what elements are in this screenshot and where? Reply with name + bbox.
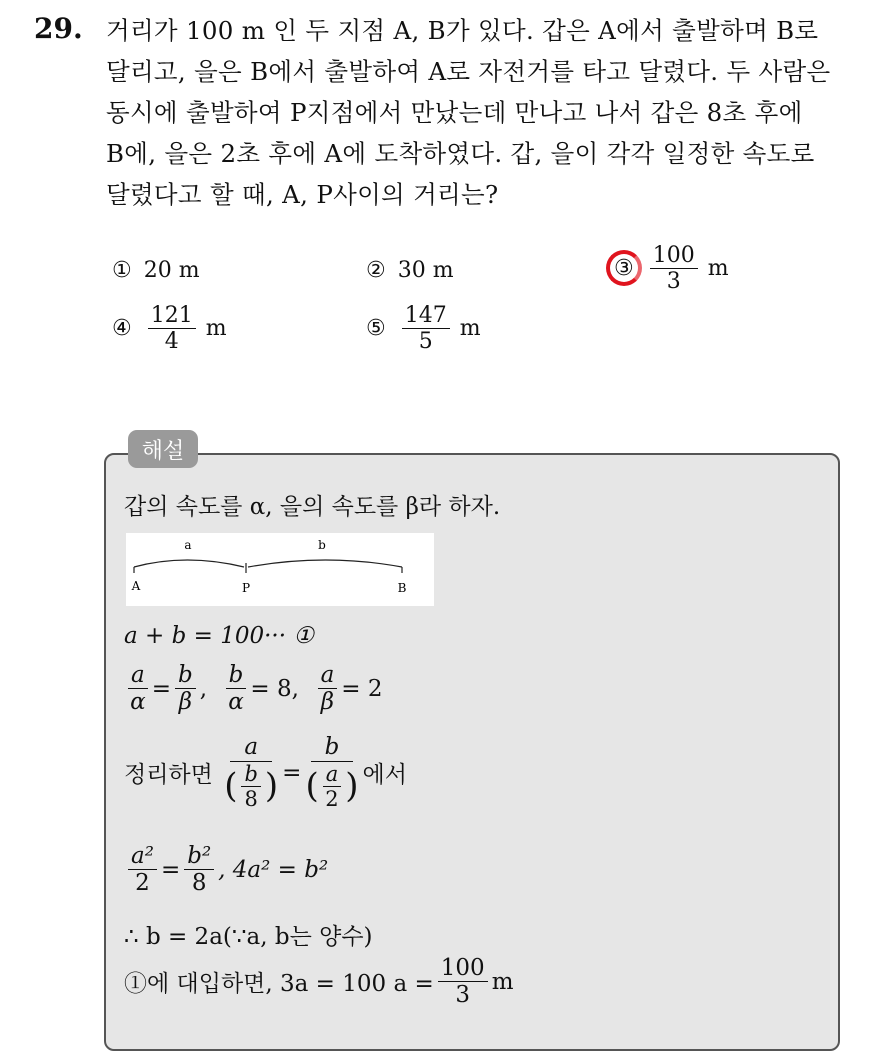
option-text: 30 m xyxy=(397,258,454,283)
option-unit: m xyxy=(205,316,227,342)
equation-4: $\frac{\text{a²}}{2}$ = $\frac{\text{b²}}{8}$ , 4a² = b² xyxy=(124,844,328,895)
option-2[interactable] xyxy=(366,258,454,283)
option-mark: ② xyxy=(366,258,386,283)
equation-6: ①에 대입하면, 3a = 100 a = $\frac{100}{3}$ m xyxy=(124,955,514,1009)
equation-3: 정리하면 a ( $\frac{b}{8}$ ) = b ( $\frac{a}{2}$ ) 에서 xyxy=(124,734,407,812)
equation-2: $\frac{a}{\alpha}$ = $\frac{b}{\beta}$ , $\frac{b}{\alpha}$ = 8, $\frac{a}{\beta}$ = 2 xyxy=(124,663,383,714)
solution-intro: 갑의 속도를 α, 을의 속도를 β라 하자. xyxy=(124,494,501,520)
option-fraction: $\frac{147}{5}$ xyxy=(402,304,450,353)
solution-tag: 해설 xyxy=(128,430,198,468)
distance-diagram-svg xyxy=(126,533,434,606)
option-mark: ① xyxy=(112,258,132,283)
arc-a xyxy=(134,560,244,567)
option-3[interactable] xyxy=(614,244,729,293)
equation-1: a + b = 100··· ① xyxy=(124,623,314,649)
distance-diagram xyxy=(126,533,434,606)
option-mark: ④ xyxy=(112,316,132,342)
red-circle-mark xyxy=(606,250,642,286)
point-p: P xyxy=(241,581,251,595)
question-line-5: 달렸다고 할 때, A, P사이의 거리는? xyxy=(106,180,499,209)
option-unit: m xyxy=(707,256,729,282)
question-number: 29. xyxy=(34,12,83,45)
point-a: A xyxy=(131,579,141,593)
label-b: b xyxy=(318,538,326,552)
option-4[interactable] xyxy=(112,304,227,353)
arc-b xyxy=(248,560,402,567)
question-line-2: 달리고, 을은 B에서 출발하여 A로 자전거를 타고 달렸다. 두 사람은 xyxy=(106,57,831,86)
question-line-3: 동시에 출발하여 P지점에서 만났는데 만나고 나서 갑은 8초 후에 xyxy=(106,98,803,127)
option-mark-circled: ③ xyxy=(614,256,634,281)
label-a: a xyxy=(184,538,192,552)
option-5[interactable] xyxy=(366,304,481,353)
question-line-4: B에, 을은 2초 후에 A에 도착하였다. 갑, 을이 각각 일정한 속도로 xyxy=(106,139,815,168)
option-text: 20 m xyxy=(143,258,200,283)
option-fraction: $\frac{121}{4}$ xyxy=(148,304,196,353)
option-1[interactable] xyxy=(112,258,200,283)
equation-5: ∴ b = 2a(∵a, b는 양수) xyxy=(124,924,373,950)
option-mark: ⑤ xyxy=(366,316,386,342)
option-fraction: $\frac{100}{3}$ xyxy=(650,244,698,293)
question-line-1: 거리가 100 m 인 두 지점 A, B가 있다. 갑은 A에서 출발하며 B로 xyxy=(106,16,819,45)
point-b: B xyxy=(397,581,407,595)
option-unit: m xyxy=(459,316,481,342)
